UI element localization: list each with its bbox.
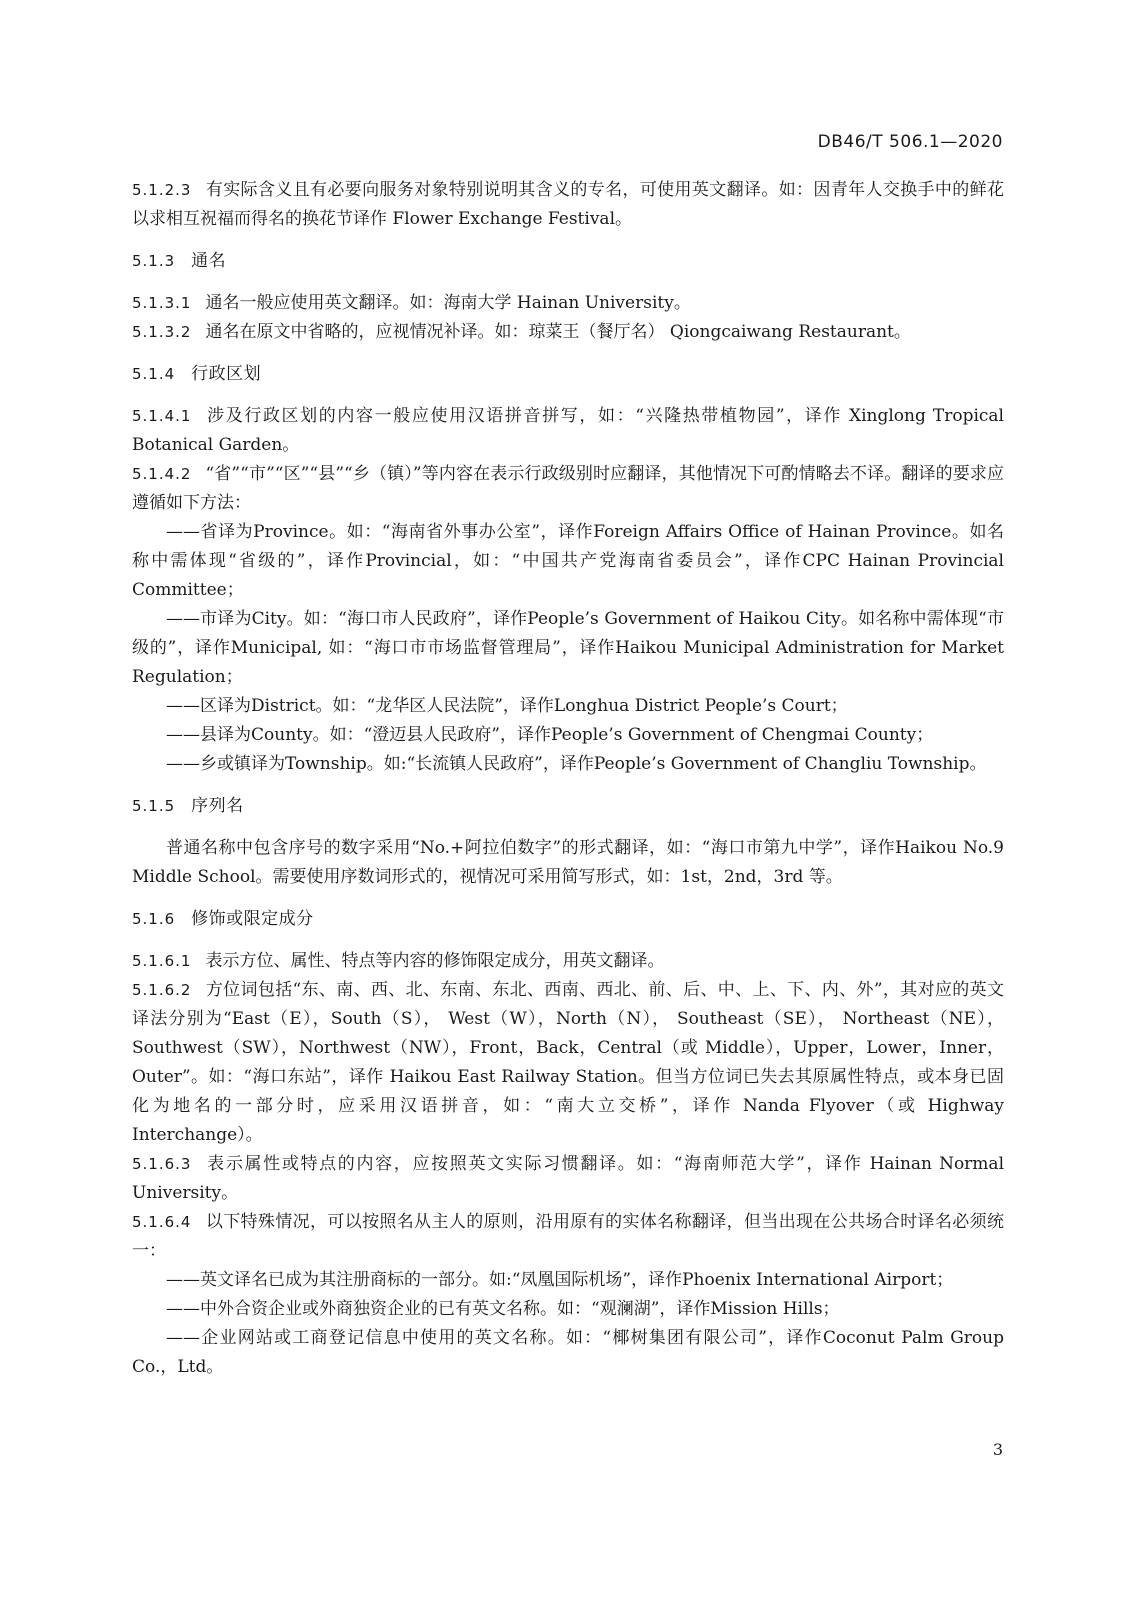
clause-number: 5.1.6.3 — [132, 1155, 192, 1173]
list-item: ——企业网站或工商登记信息中使用的英文名称。如：“椰树集团有限公司”，译作Coconut Palm Group Co.，Ltd。 — [132, 1328, 1004, 1377]
clause-text: 涉及行政区划的内容一般应使用汉语拼音拼写，如：“兴隆热带植物园”，译作 Xinglong Tropical Botanical Garden。 — [132, 406, 1004, 455]
clause-number: 5.1.2.3 — [132, 181, 192, 199]
clause-number: 5.1.6.2 — [132, 981, 192, 999]
clause-paragraph — [132, 460, 1004, 518]
body-paragraph: 普通名称中包含序号的数字采用“No.+阿拉伯数字”的形式翻译，如：“海口市第九中学”，译作Haikou No.9 Middle School。需要使用序数词形式的，视情况可采用简写形式，如：1st，2nd，3rd 等。 — [132, 838, 1004, 887]
clause-text: 表示方位、属性、特点等内容的修饰限定成分，用英文翻译。 — [205, 951, 665, 971]
clause-paragraph — [132, 976, 1004, 1150]
clause-paragraph — [132, 289, 1004, 318]
list-item: ——乡或镇译为Township。如:“长流镇人民政府”，译作People’s Government of Changliu Township。 — [166, 754, 987, 774]
section-number: 5.1.4 — [132, 365, 176, 383]
document-body — [132, 176, 1004, 1382]
clause-text: 方位词包括“东、南、西、北、东南、东北、西南、西北、前、后、中、上、下、内、外”，其对应的英文译法分别为“East（E），South（S）， West（W），North（N）， Southeast（SE）， Northeast（NE），Southwest（SW），Northwest（NW），Front，Back，Central（或 Middle），Upper，Lower，Inner，Outer”。如：“海口东站”，译作 Haikou East Railway Station。但当方位词已失去其原属性特点，或本身已固化为地名的一部分时，应采用汉语拼音，如：“南大立交桥”，译作 Nanda Flyover（或 Highway Interchange）。 — [132, 980, 1004, 1145]
list-item: ——县译为County。如：“澄迈县人民政府”，译作People’s Government of Chengmai County； — [166, 725, 934, 745]
clause-number: 5.1.6.1 — [132, 952, 192, 970]
clause-paragraph — [132, 402, 1004, 460]
clause-paragraph — [132, 1208, 1004, 1266]
section-heading — [132, 905, 1004, 934]
section-title: 修饰或限定成分 — [191, 909, 314, 929]
clause-text: 有实际含义且有必要向服务对象特别说明其含义的专名，可使用英文翻译。如：因青年人交换手中的鲜花以求相互祝福而得名的换花节译作 Flower Exchange Festival。 — [132, 180, 1004, 229]
list-item: ——市译为City。如：“海口市人民政府”，译作People’s Government of Haikou City。如名称中需体现“市级的”，译作Municipal, 如：“海口市市场监督管理局”，译作Haikou Municipal Administration for Market Regulation； — [132, 609, 1004, 687]
clause-paragraph — [132, 1150, 1004, 1208]
clause-number: 5.1.4.1 — [132, 407, 192, 425]
section-heading — [132, 792, 1004, 821]
clause-text: 以下特殊情况，可以按照名从主人的原则，沿用原有的实体名称翻译，但当出现在公共场合时译名必须统一： — [132, 1212, 1004, 1261]
clause-number: 5.1.3.2 — [132, 323, 192, 341]
list-item: ——区译为District。如：“龙华区人民法院”，译作Longhua District People’s Court； — [166, 696, 848, 716]
list-item: ——英文译名已成为其注册商标的一部分。如:“凤凰国际机场”，译作Phoenix International Airport； — [166, 1270, 954, 1290]
section-heading — [132, 360, 1004, 389]
section-number: 5.1.6 — [132, 910, 176, 928]
clause-text: 表示属性或特点的内容，应按照英文实际习惯翻译。如：“海南师范大学”，译作 Hainan Normal University。 — [132, 1154, 1004, 1203]
list-item: ——中外合资企业或外商独资企业的已有英文名称。如：“观澜湖”，译作Mission Hills； — [166, 1299, 840, 1319]
list-item: ——省译为Province。如：“海南省外事办公室”，译作Foreign Affairs Office of Hainan Province。如名称中需体现“省级的”，译作Provincial，如：“中国共产党海南省委员会”，译作CPC Hainan Provincial Committee； — [132, 522, 1004, 600]
clause-number: 5.1.3.1 — [132, 294, 192, 312]
section-heading — [132, 247, 1004, 276]
page-number: 3 — [992, 1440, 1003, 1459]
clause-text: “省”“市”“区”“县”“乡（镇）”等内容在表示行政级别时应翻译，其他情况下可酌情略去不译。翻译的要求应遵循如下方法： — [132, 464, 1004, 513]
clause-number: 5.1.4.2 — [132, 465, 192, 483]
section-title: 行政区划 — [191, 364, 262, 384]
section-number: 5.1.5 — [132, 797, 176, 815]
clause-paragraph — [132, 176, 1004, 234]
clause-text: 通名一般应使用英文翻译。如：海南大学 Hainan University。 — [205, 293, 691, 313]
clause-paragraph — [132, 318, 1004, 347]
clause-number: 5.1.6.4 — [132, 1213, 192, 1231]
section-number: 5.1.3 — [132, 252, 176, 270]
clause-text: 通名在原文中省略的，应视情况补译。如：琼菜王（餐厅名） Qiongcaiwang Restaurant。 — [205, 322, 911, 342]
section-title: 通名 — [191, 251, 227, 271]
clause-paragraph — [132, 947, 1004, 976]
section-title: 序列名 — [191, 796, 244, 816]
document-code: DB46/T 506.1—2020 — [817, 132, 1003, 152]
